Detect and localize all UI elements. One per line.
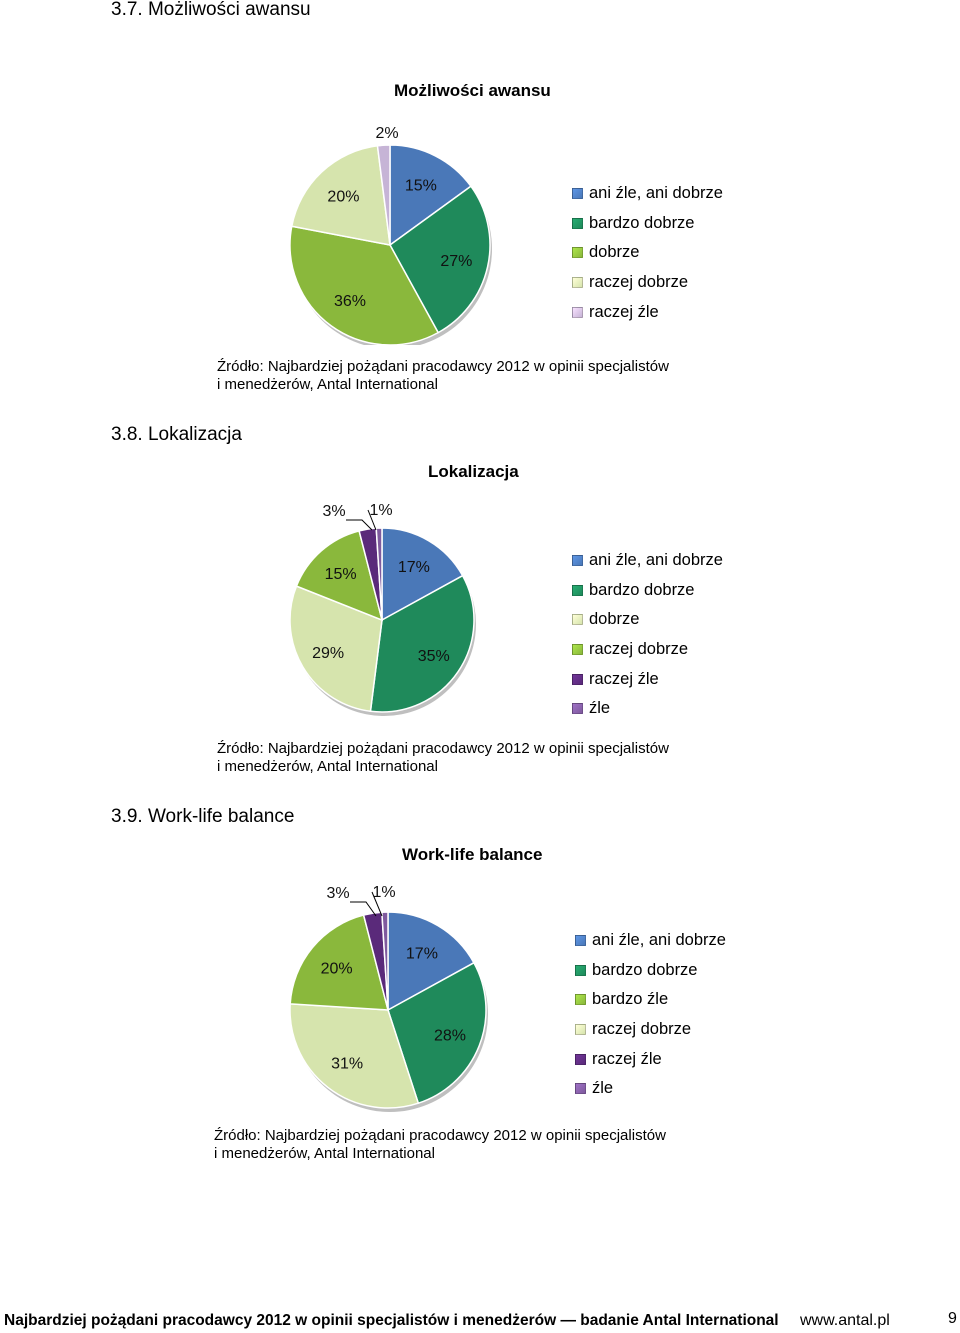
legend-item bbox=[572, 179, 723, 209]
pie-data-label: 28% bbox=[433, 1027, 466, 1045]
legend-item bbox=[575, 1074, 726, 1104]
source-line-1: Źródło: Najbardziej pożądani pracodawcy 2012 w opinii specjalistów bbox=[214, 1127, 666, 1144]
legend-label: ani źle, ani dobrze bbox=[592, 931, 726, 950]
legend-swatch bbox=[572, 674, 583, 685]
section-heading-lokalizacja: 3.8. Lokalizacja bbox=[111, 424, 242, 445]
pie-data-label: 20% bbox=[320, 960, 353, 978]
legend-item bbox=[575, 1044, 726, 1074]
pie-data-label: 20% bbox=[327, 188, 360, 206]
legend-item bbox=[572, 268, 723, 298]
legend-item bbox=[572, 209, 723, 239]
legend-label: ani źle, ani dobrze bbox=[589, 551, 723, 570]
pie-data-label: 15% bbox=[404, 177, 437, 195]
pie-data-label: 3% bbox=[326, 885, 350, 902]
legend-item bbox=[575, 926, 726, 956]
source-line-2: i menedżerów, Antal International bbox=[214, 1145, 435, 1162]
legend-item bbox=[572, 238, 723, 268]
legend-swatch bbox=[572, 614, 583, 625]
pie-data-label: 1% bbox=[369, 502, 393, 519]
legend-item bbox=[572, 546, 723, 576]
legend-label: źle bbox=[589, 699, 611, 718]
pie-chart-awans bbox=[250, 115, 550, 345]
legend-item bbox=[572, 605, 723, 635]
pie-data-label: 36% bbox=[334, 293, 367, 311]
source-line-1: Źródło: Najbardziej pożądani pracodawcy 2012 w opinii specjalistów bbox=[217, 740, 669, 757]
legend-awans bbox=[572, 179, 723, 327]
legend-swatch bbox=[572, 555, 583, 566]
legend-label: bardzo dobrze bbox=[589, 213, 695, 232]
legend-swatch bbox=[575, 1083, 586, 1094]
section-heading-awans: 3.7. Możliwości awansu bbox=[111, 0, 311, 20]
legend-swatch bbox=[572, 218, 583, 229]
legend-swatch bbox=[572, 277, 583, 288]
legend-label: raczej źle bbox=[589, 669, 659, 688]
legend-work-life bbox=[575, 926, 726, 1104]
pie-data-label: 3% bbox=[322, 503, 346, 520]
chart-title-lokalizacja: Lokalizacja bbox=[428, 462, 519, 481]
chart-source-lokalizacja bbox=[217, 740, 669, 776]
legend-label: raczej źle bbox=[592, 1049, 662, 1068]
source-line-2: i menedżerów, Antal International bbox=[217, 376, 438, 393]
pie-data-label: 29% bbox=[312, 644, 345, 662]
chart-source-work-life bbox=[214, 1127, 666, 1163]
legend-label: ani źle, ani dobrze bbox=[589, 184, 723, 203]
legend-swatch bbox=[572, 247, 583, 258]
page-number: 9 bbox=[948, 1310, 957, 1327]
pie-data-label: 17% bbox=[397, 559, 430, 577]
pie-data-label: 31% bbox=[331, 1055, 364, 1073]
legend-label: dobrze bbox=[589, 243, 640, 262]
chart-source-awans bbox=[217, 358, 669, 394]
legend-swatch bbox=[572, 644, 583, 655]
pie-data-label: 17% bbox=[405, 945, 438, 963]
legend-lokalizacja bbox=[572, 546, 723, 724]
legend-swatch bbox=[575, 935, 586, 946]
legend-swatch bbox=[575, 994, 586, 1005]
pie-chart-lokalizacja bbox=[250, 490, 550, 730]
pie-data-label: 1% bbox=[372, 884, 396, 901]
legend-swatch bbox=[575, 965, 586, 976]
legend-swatch bbox=[572, 585, 583, 596]
pie-data-label: 35% bbox=[417, 648, 450, 666]
legend-label: dobrze bbox=[589, 610, 640, 629]
legend-label: źle bbox=[592, 1079, 614, 1098]
legend-label: raczej źle bbox=[589, 302, 659, 321]
legend-swatch bbox=[575, 1024, 586, 1035]
footer-text: Najbardziej pożądani pracodawcy 2012 w opinii specjalistów i menedżerów — badanie Antal International bbox=[4, 1312, 779, 1329]
legend-swatch bbox=[572, 703, 583, 714]
footer-url[interactable]: www.antal.pl bbox=[800, 1312, 890, 1329]
legend-item bbox=[572, 297, 723, 327]
chart-title-work-life: Work-life balance bbox=[402, 845, 543, 864]
legend-swatch bbox=[572, 307, 583, 318]
source-line-2: i menedżerów, Antal International bbox=[217, 758, 438, 775]
pie-chart-work-life bbox=[250, 872, 550, 1112]
pie-data-label: 27% bbox=[440, 252, 473, 270]
legend-label: raczej dobrze bbox=[592, 1020, 692, 1039]
legend-item bbox=[575, 1015, 726, 1045]
pie-data-label: 2% bbox=[375, 125, 399, 142]
legend-item bbox=[572, 694, 723, 724]
legend-item bbox=[572, 635, 723, 665]
legend-label: bardzo źle bbox=[592, 990, 669, 1009]
legend-label: raczej dobrze bbox=[589, 640, 689, 659]
legend-swatch bbox=[572, 188, 583, 199]
legend-label: bardzo dobrze bbox=[592, 960, 698, 979]
legend-item bbox=[575, 956, 726, 986]
pie-data-label: 15% bbox=[324, 566, 357, 584]
legend-item bbox=[575, 985, 726, 1015]
legend-label: raczej dobrze bbox=[589, 273, 689, 292]
source-line-1: Źródło: Najbardziej pożądani pracodawcy 2012 w opinii specjalistów bbox=[217, 358, 669, 375]
chart-title-awans: Możliwości awansu bbox=[394, 81, 551, 100]
section-heading-work-life: 3.9. Work-life balance bbox=[111, 806, 295, 827]
legend-item bbox=[572, 576, 723, 606]
legend-label: bardzo dobrze bbox=[589, 580, 695, 599]
legend-item bbox=[572, 664, 723, 694]
legend-swatch bbox=[575, 1054, 586, 1065]
